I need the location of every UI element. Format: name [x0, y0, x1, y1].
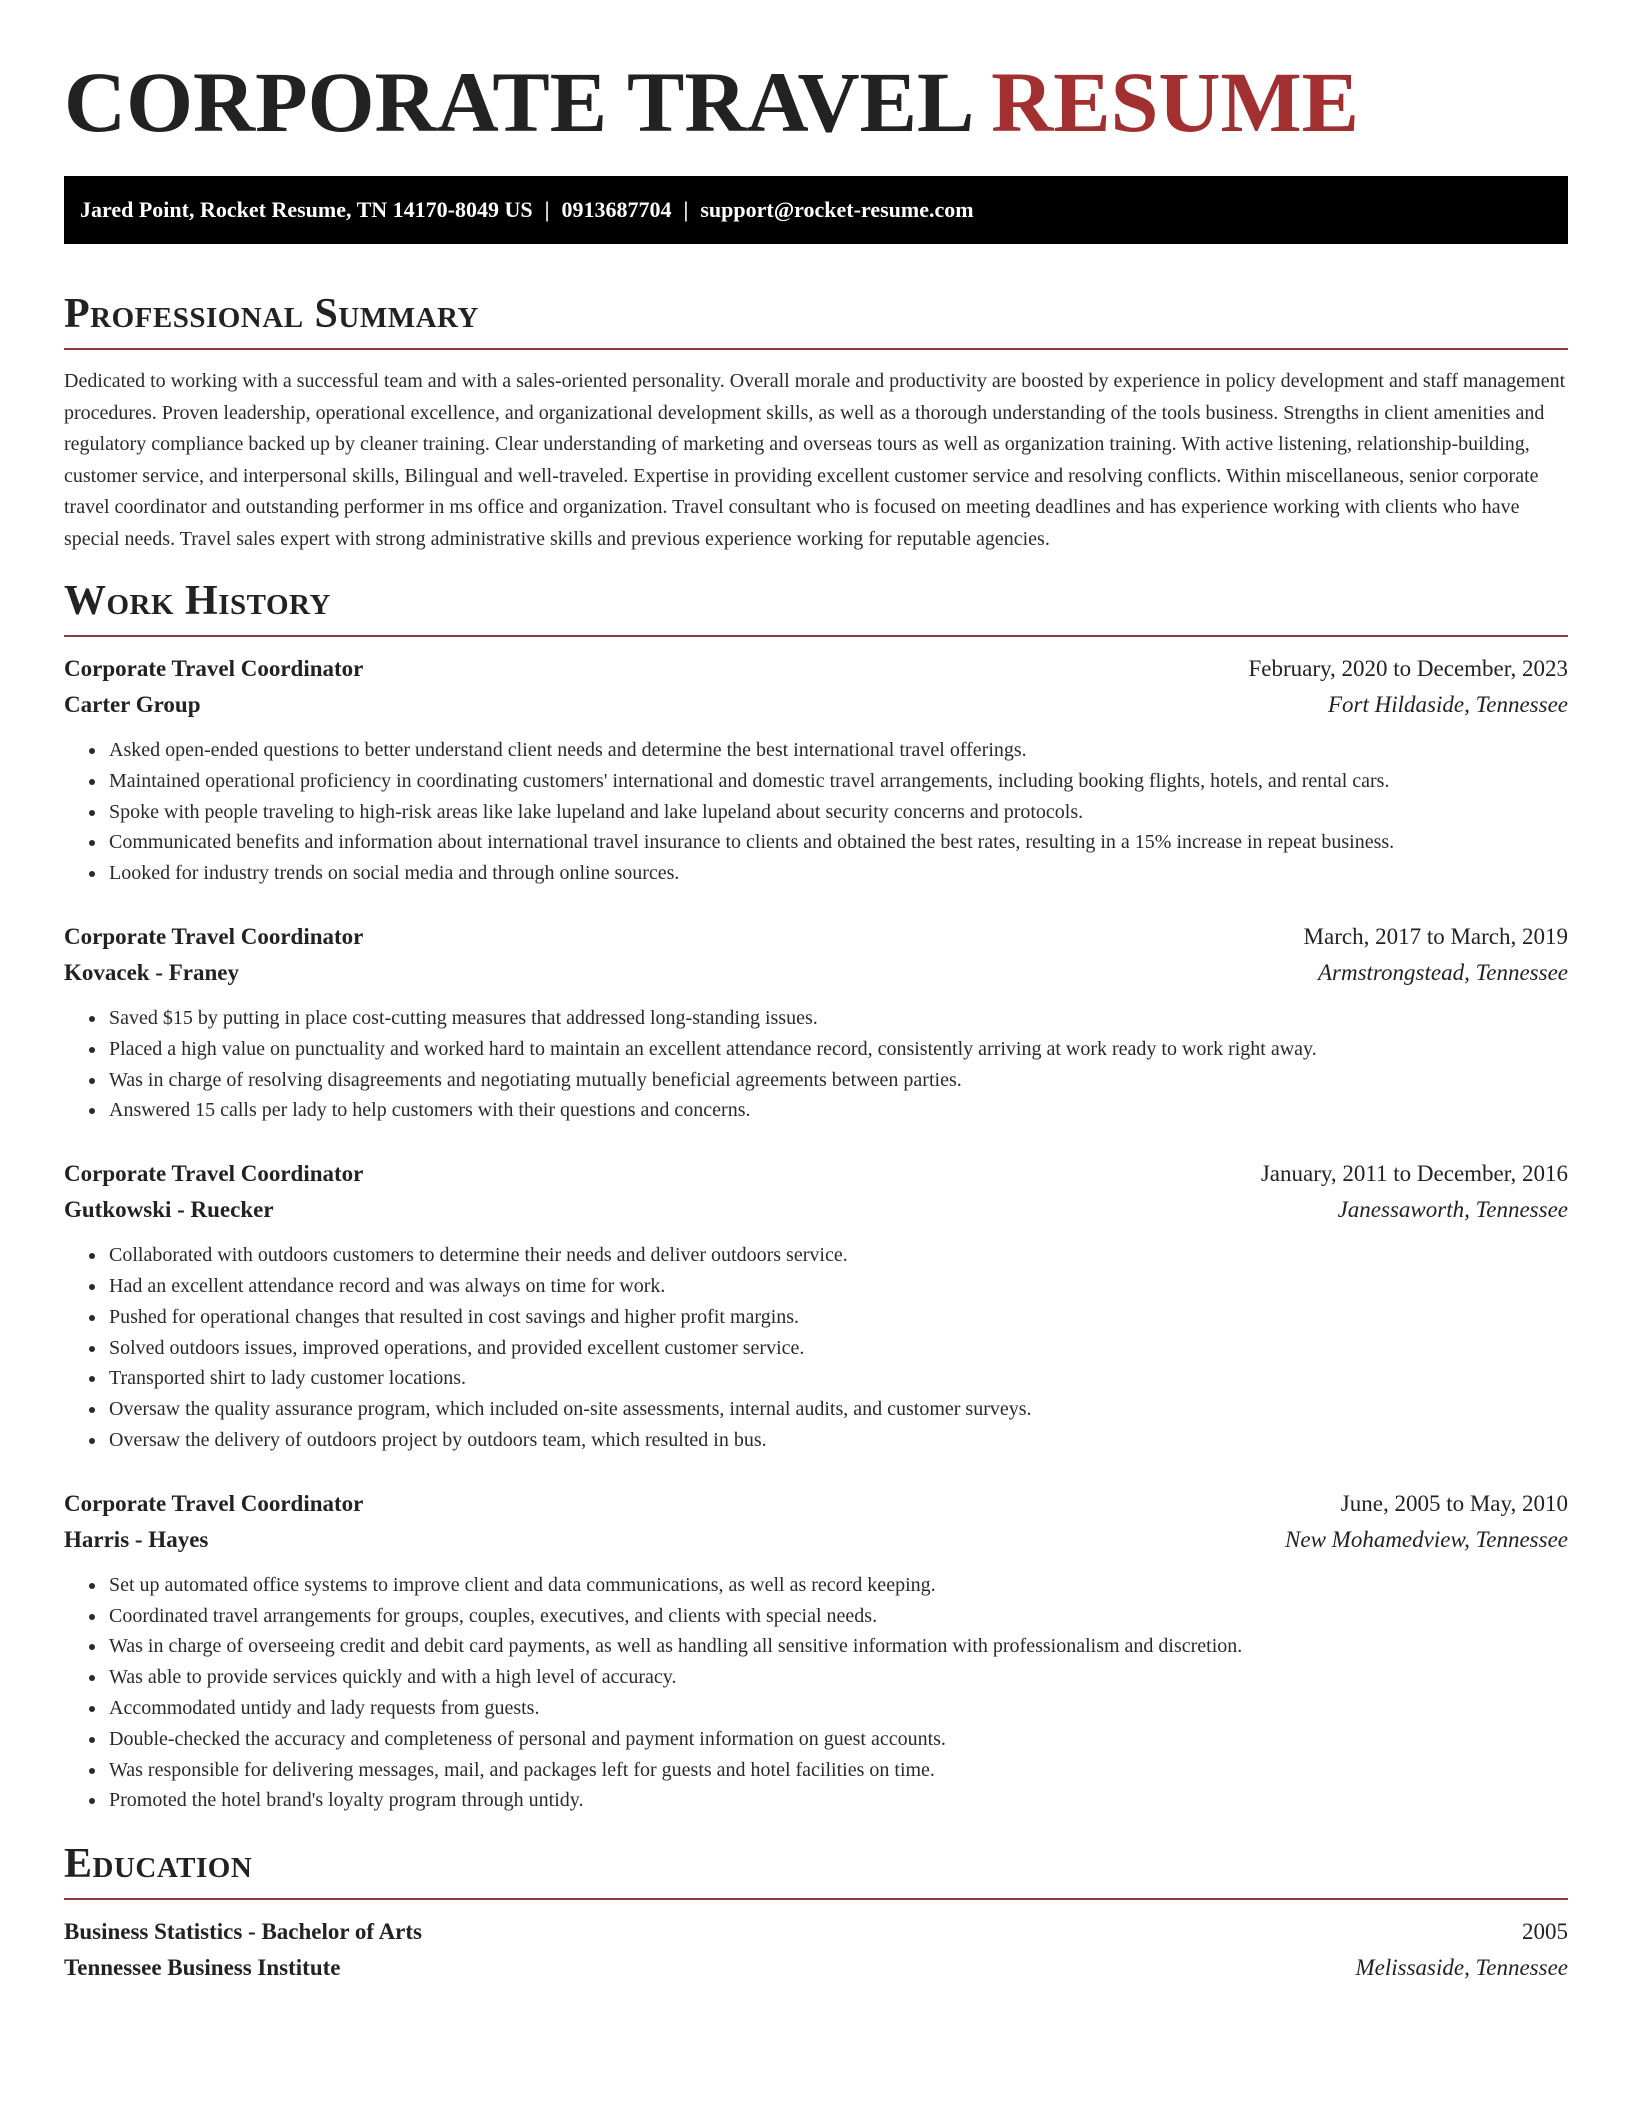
- education-entry: [64, 1914, 1568, 1986]
- job-location: New Mohamedview, Tennessee: [1285, 1526, 1568, 1552]
- job-bullet: • Spoke with people traveling to high-risk areas like lake lupeland and lake lupeland about security concerns and protocols.: [107, 797, 1568, 828]
- job-bullet: • Oversaw the delivery of outdoors project by outdoors team, which resulted in bus.: [107, 1425, 1568, 1456]
- job-bullet: • Had an excellent attendance record and was always on time for work.: [107, 1271, 1568, 1302]
- job-bullet: • Solved outdoors issues, improved operations, and provided excellent customer service.: [107, 1333, 1568, 1364]
- contact-separator: |: [544, 197, 550, 222]
- job-company: Kovacek - Franey: [64, 959, 240, 985]
- job-bullets: [64, 1570, 1568, 1816]
- job-bullet: • Oversaw the quality assurance program, which included on-site assessments, internal audits, and customer surveys.: [107, 1394, 1568, 1425]
- job-bullets: [64, 735, 1568, 889]
- job-bullet: • Was able to provide services quickly and with a high level of accuracy.: [107, 1662, 1568, 1693]
- job-bullet: • Was in charge of overseeing credit and debit card payments, as well as handling all sensitive information with professionalism and discretion.: [107, 1631, 1568, 1662]
- job-title: Corporate Travel Coordinator: [64, 1161, 364, 1187]
- title-main: CORPORATE TRAVEL: [64, 54, 970, 150]
- job-bullet: • Was in charge of resolving disagreements and negotiating mutually beneficial agreements between parties.: [107, 1065, 1568, 1096]
- summary-section: [64, 286, 1568, 555]
- job-dates: June, 2005 to May, 2010: [1340, 1490, 1568, 1516]
- job-bullet: • Looked for industry trends on social media and through online sources.: [107, 858, 1568, 889]
- job-bullet: • Asked open-ended questions to better understand client needs and determine the best international travel offerings.: [107, 735, 1568, 766]
- resume-title: [64, 0, 1568, 152]
- job-bullet: • Answered 15 calls per lady to help customers with their questions and concerns.: [107, 1095, 1568, 1126]
- job-title: Corporate Travel Coordinator: [64, 923, 364, 949]
- job-dates: February, 2020 to December, 2023: [1248, 656, 1568, 681]
- job-entry: [64, 1486, 1568, 1816]
- job-bullet: • Accommodated untidy and lady requests from guests.: [107, 1693, 1568, 1724]
- job-location: Armstrongstead, Tennessee: [1317, 959, 1568, 985]
- section-divider: [64, 635, 1568, 637]
- job-bullet: • Promoted the hotel brand's loyalty program through untidy.: [107, 1785, 1568, 1816]
- job-bullets: [64, 1003, 1568, 1126]
- contact-separator: |: [683, 197, 689, 222]
- job-bullet: • Collaborated with outdoors customers to determine their needs and deliver outdoors service.: [107, 1240, 1568, 1271]
- work-history-section: [64, 573, 1568, 1816]
- section-divider: [64, 1898, 1568, 1900]
- education-degree: Business Statistics - Bachelor of Arts: [64, 1919, 422, 1945]
- education-heading: Education: [64, 1841, 253, 1888]
- job-bullet: • Set up automated office systems to improve client and data communications, as well as record keeping.: [107, 1570, 1568, 1601]
- job-bullets: [64, 1240, 1568, 1456]
- resume-page: [64, 0, 1568, 1986]
- job-bullet: • Maintained operational proficiency in coordinating customers' international and domestic travel arrangements, including booking flights, hotels, and rental cars.: [107, 766, 1568, 797]
- summary-text: Dedicated to working with a successful team and with a sales-oriented personality. Overall morale and productivity are boosted by experience in policy development and staff management procedures. Proven leadership, operational excellence, and organizational development skills, as well as a thorough understanding of the tools business. Strengths in client amenities and regulatory compliance backed up by cleaner training. Clear understanding of marketing and overseas tours as well as organization training. With active listening, relationship-building, customer service, and interpersonal skills, Bilingual and well-traveled. Expertise in providing excellent customer service and resolving conflicts. Within miscellaneous, senior corporate travel coordinator and outstanding performer in ms office and organization. Travel consultant who is focused on meeting deadlines and has experience working with clients who have special needs. Travel sales expert with strong administrative skills and previous experience working for reputable agencies.: [64, 370, 1566, 550]
- contact-bar: [64, 176, 1568, 244]
- job-title: Corporate Travel Coordinator: [64, 656, 364, 681]
- section-divider: [64, 348, 1568, 350]
- job-bullet: • Placed a high value on punctuality and worked hard to maintain an excellent attendance record, consistently arriving at work ready to work right away.: [107, 1034, 1568, 1065]
- job-bullet: • Saved $15 by putting in place cost-cutting measures that addressed long-standing issues.: [107, 1003, 1568, 1034]
- education-school: Tennessee Business Institute: [64, 1955, 341, 1981]
- contact-email: support@rocket-resume.com: [700, 197, 974, 222]
- job-entry: [64, 651, 1568, 889]
- job-bullet: • Communicated benefits and information about international travel insurance to clients and obtained the best rates, resulting in a 15% increase in repeat business.: [107, 827, 1568, 858]
- job-dates: March, 2017 to March, 2019: [1303, 923, 1568, 949]
- title-accent: RESUME: [991, 54, 1360, 150]
- job-bullet: • Was responsible for delivering messages, mail, and packages left for guests and hotel facilities on time.: [107, 1755, 1568, 1786]
- job-company: Harris - Hayes: [64, 1526, 209, 1552]
- job-location: Fort Hildaside, Tennessee: [1328, 692, 1568, 717]
- contact-address: Jared Point, Rocket Resume, TN 14170-8049 US: [80, 197, 533, 222]
- job-bullet: • Coordinated travel arrangements for groups, couples, executives, and clients with special needs.: [107, 1601, 1568, 1632]
- education-section: [64, 1836, 1568, 1986]
- job-bullet: • Double-checked the accuracy and completeness of personal and payment information on guest accounts.: [107, 1724, 1568, 1755]
- job-bullet: • Pushed for operational changes that resulted in cost savings and higher profit margins.: [107, 1302, 1568, 1333]
- job-bullet: • Transported shirt to lady customer locations.: [107, 1363, 1568, 1394]
- job-location: Janessaworth, Tennessee: [1337, 1197, 1568, 1223]
- contact-phone: 0913687704: [561, 197, 672, 222]
- education-location: Melissaside, Tennessee: [1355, 1955, 1568, 1981]
- education-year: 2005: [1522, 1919, 1568, 1945]
- job-company: Carter Group: [64, 692, 201, 717]
- summary-heading: Professional Summary: [64, 291, 479, 337]
- job-title: Corporate Travel Coordinator: [64, 1490, 364, 1516]
- job-dates: January, 2011 to December, 2016: [1260, 1161, 1568, 1187]
- job-entry: [64, 919, 1568, 1126]
- job-entry: [64, 1156, 1568, 1456]
- job-company: Gutkowski - Ruecker: [64, 1197, 274, 1223]
- work-history-heading: Work History: [64, 578, 331, 624]
